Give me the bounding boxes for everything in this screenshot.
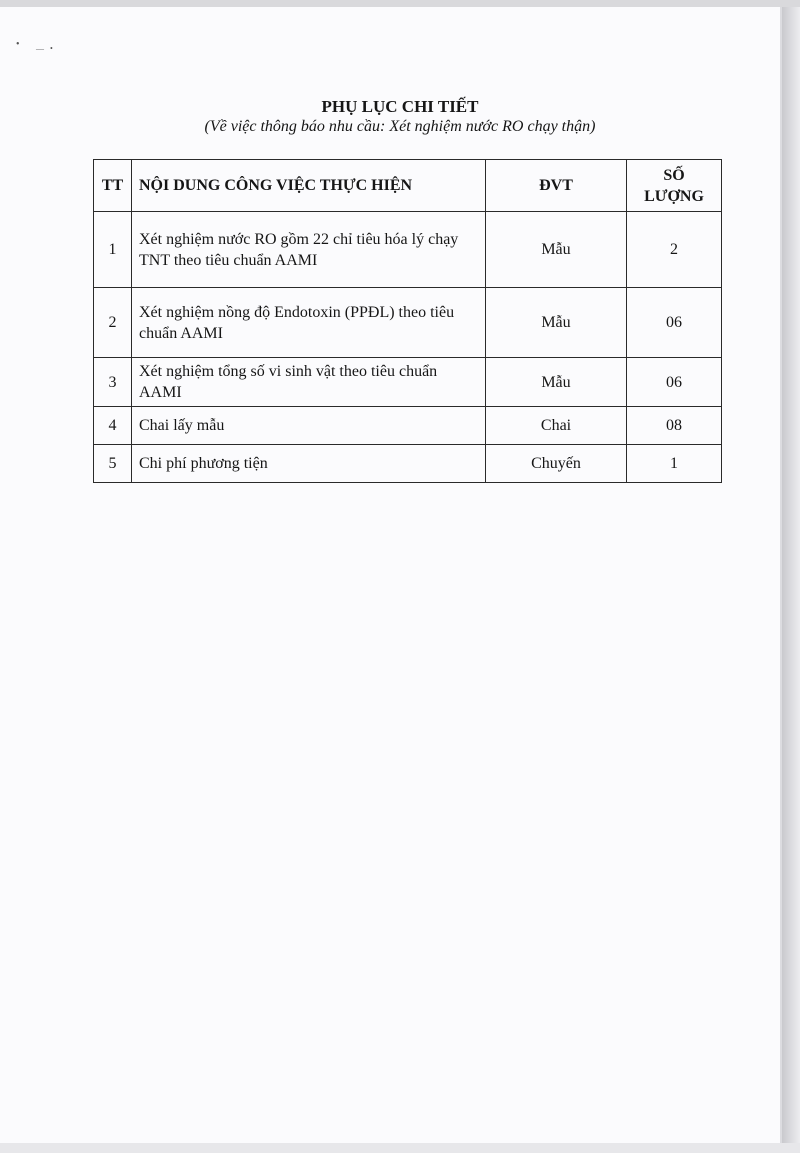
cell-tt: 2 xyxy=(94,288,132,358)
table-row xyxy=(94,212,722,288)
cell-content: Chai lấy mẫu xyxy=(132,407,486,445)
cell-quantity: 06 xyxy=(627,288,722,358)
cell-content: Chi phí phương tiện xyxy=(132,445,486,483)
table-row xyxy=(94,407,722,445)
detail-table xyxy=(93,159,722,483)
scan-mark: • xyxy=(50,44,53,53)
column-header-quantity-line2: LƯỢNG xyxy=(644,187,704,205)
column-header-quantity xyxy=(627,160,722,212)
cell-unit: Chai xyxy=(486,407,627,445)
cell-content: Xét nghiệm tổng số vi sinh vật theo tiêu chuẩn AAMI xyxy=(132,358,486,407)
table-row xyxy=(94,445,722,483)
column-header-content: NỘI DUNG CÔNG VIỆC THỰC HIỆN xyxy=(132,160,486,212)
scan-top-edge xyxy=(0,0,800,7)
cell-content: Xét nghiệm nước RO gồm 22 chỉ tiêu hóa lý chạy TNT theo tiêu chuẩn AAMI xyxy=(132,212,486,288)
cell-tt: 1 xyxy=(94,212,132,288)
column-header-unit: ĐVT xyxy=(486,160,627,212)
cell-unit: Mẫu xyxy=(486,358,627,407)
cell-unit: Chuyến xyxy=(486,445,627,483)
cell-quantity: 1 xyxy=(627,445,722,483)
column-header-tt: TT xyxy=(94,160,132,212)
cell-quantity: 2 xyxy=(627,212,722,288)
table-row xyxy=(94,358,722,407)
scan-mark: — xyxy=(36,44,44,53)
column-header-quantity-line1: SỐ xyxy=(663,166,685,184)
document-subtitle: (Về việc thông báo nhu cầu: Xét nghiệm nước RO chạy thận) xyxy=(204,118,596,135)
cell-tt: 4 xyxy=(94,407,132,445)
scan-right-edge xyxy=(782,7,800,1153)
scan-bottom-edge xyxy=(0,1143,800,1153)
cell-tt: 3 xyxy=(94,358,132,407)
cell-unit: Mẫu xyxy=(486,212,627,288)
cell-content: Xét nghiệm nồng độ Endotoxin (PPĐL) theo tiêu chuẩn AAMI xyxy=(132,288,486,358)
table-row xyxy=(94,288,722,358)
document-title: PHỤ LỤC CHI TIẾT xyxy=(321,97,479,116)
scan-mark: • xyxy=(16,39,20,50)
cell-quantity: 06 xyxy=(627,358,722,407)
cell-unit: Mẫu xyxy=(486,288,627,358)
table-header-row xyxy=(94,160,722,212)
cell-tt: 5 xyxy=(94,445,132,483)
cell-quantity: 08 xyxy=(627,407,722,445)
